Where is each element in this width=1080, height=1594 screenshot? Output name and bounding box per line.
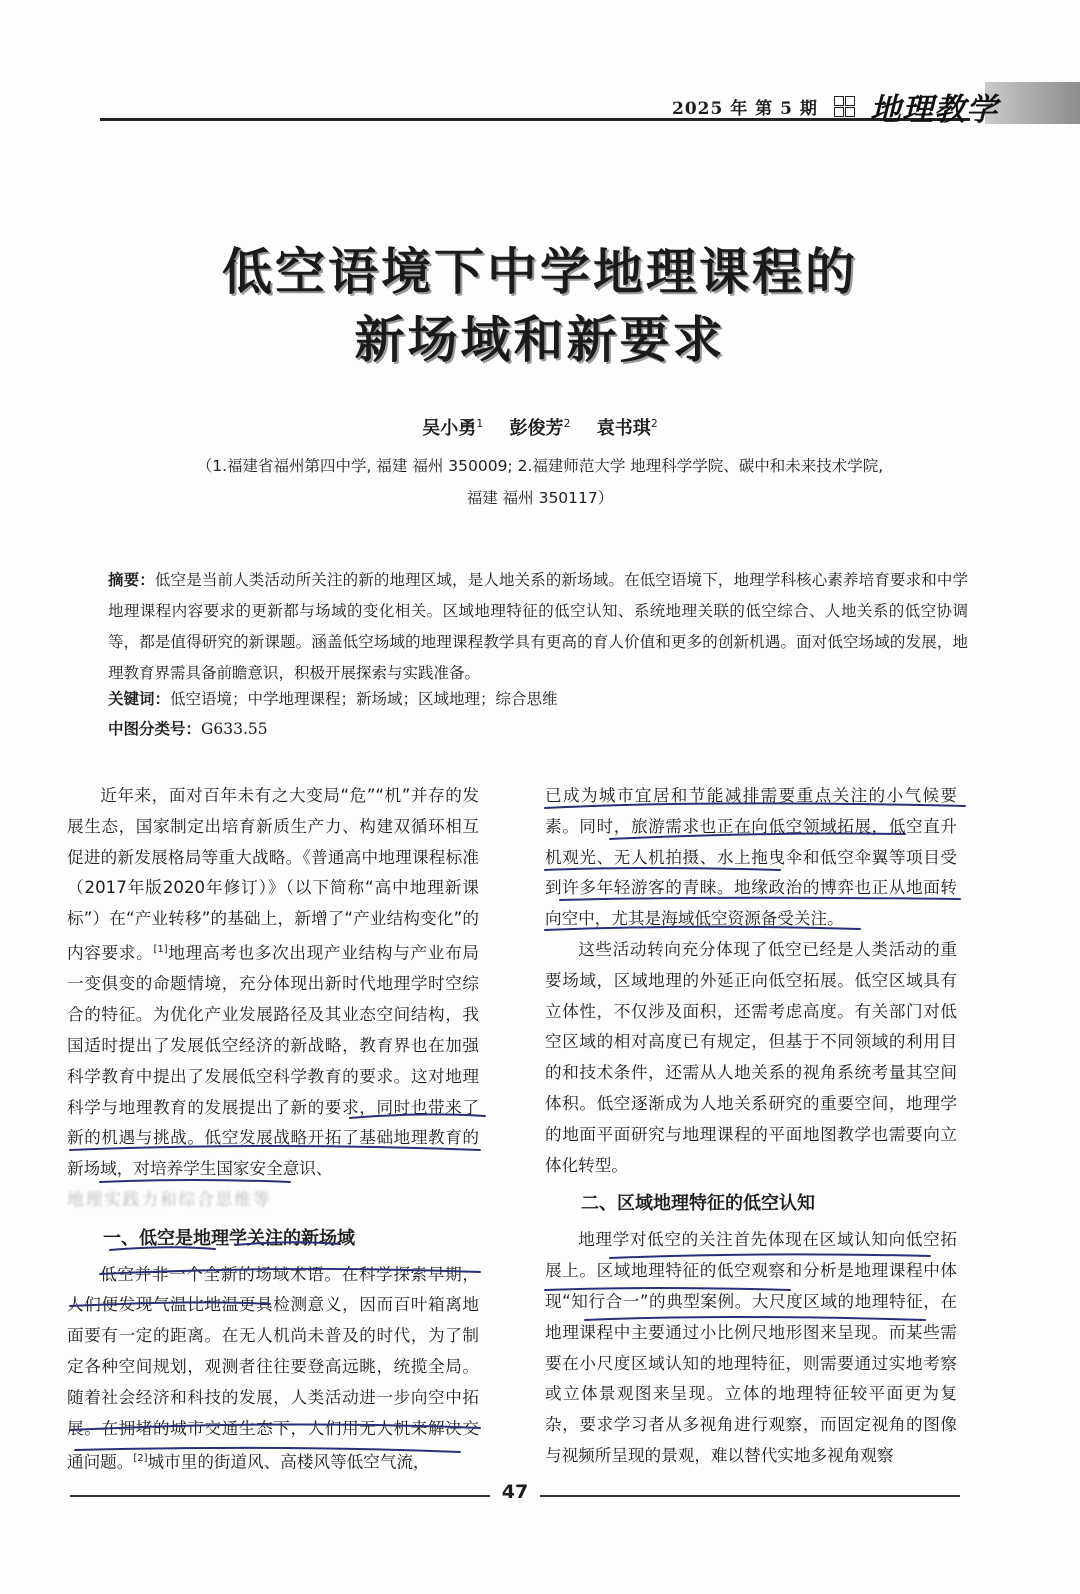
affiliation-line2: 福建 福州 350117） [466, 489, 614, 507]
author-list [0, 414, 1080, 440]
paragraph: 低空并非一个全新的场域术语。在科学探索早期，人们便发现气温比地温更具检测意义，因而百叶箱离地面要有一定的距离。在无人机尚未普及的时代，为了制定各种空间规划，观测者往往要登高远眺，统揽全局。随着社会经济和科技的发展，人类活动进一步向空中拓展。在拥堵的城市交通生态下，人们用无人机来解决交通问题。[2]城市里的街道风、高楼风等低空气流， [67, 1264, 479, 1472]
citation-ref: [2] [133, 1453, 148, 1465]
author-2: 彭俊芳$^2$ [509, 417, 571, 439]
blurred-text: 地理实践力和综合思维等 [67, 1189, 272, 1209]
squares-ornament-icon [834, 96, 862, 124]
footer-rule-right [540, 1495, 960, 1497]
paragraph: 近年来，面对百年未有之大变局“危”“机”并存的发展生态，国家制定出培育新质生产力、构建双循环相互促进的新发展格局等重大战略。《普通高中地理课程标准（2017年版2020年修订）》（以下简称“高中地理新课标”）在“产业转移”的基础上，新增了“产业结构变化”的内容要求。[1]地理高考也多次出现产业结构与产业布局一变俱变的命题情境，充分体现出新时代地理学时空综合的特征。为优化产业发展路径及其业态空间结构，我国适时提出了发展低空经济的新战略，教育界也在加强科学教育中提出了发展低空科学教育的要求。这对地理科学与地理教育的发展提出了新的要求，同时也带来了新的机遇与挑战。低空发展战略开拓了基础地理教育的新场域，对培养学生国家安全意识、 [67, 786, 479, 1179]
abstract [108, 565, 968, 689]
footer-rule-left [70, 1495, 490, 1497]
journal-name: 地理教学 [870, 92, 998, 128]
keywords-text: 低空语境；中学地理课程；新场域；区域地理；综合思维 [170, 690, 558, 708]
body-column-left [67, 781, 479, 1479]
article-title-line2: 新场域和新要求 [354, 311, 726, 369]
article-title-line1: 低空语境下中学地理课程的 [222, 243, 858, 301]
classification-label: 中图分类号： [108, 720, 202, 738]
section-heading-1: 一、低空是地理学关注的新场域 [103, 1227, 355, 1249]
classification [108, 717, 268, 739]
affiliation-line1: （1.福建省福州第四中学, 福建 福州 350009; 2.福建师范大学 地理科学学院、碳中和未来技术学院, [196, 457, 884, 475]
abstract-text: 低空是当前人类活动所关注的新的地理区域，是人地关系的新场域。在低空语境下，地理学科核心素养培育要求和中学地理课程内容要求的更新都与场域的变化相关。区域地理特征的低空认知、系统地理关联的低空综合、人地关系的低空协调等，都是值得研究的新课题。涵盖低空场域的地理课程教学具有更高的育人价值和更多的创新机遇。面对低空场域的发展，地理教育界需具备前瞻意识，积极开展探索与实践准备。 [108, 571, 968, 682]
classification-text: G633.55 [201, 720, 268, 738]
header-shade [985, 82, 1080, 124]
page-number: 47 [501, 1481, 529, 1503]
citation-ref: [1] [153, 943, 168, 955]
author-1: 吴小勇$^1$ [422, 417, 484, 439]
paragraph: 这些活动转向充分体现了低空已经是人类活动的重要场域，区域地理的外延正向低空拓展。低空区域具有立体性，不仅涉及面积，还需考虑高度。有关部门对低空区域的相对高度已有规定，但基于不同领域的利用目的和技术条件，还需从人地关系的视角系统考量其空间体积。低空逐渐成为人地关系研究的重要空间，地理学的地面平面研究与地理课程的平面地图教学也需要向立体化转型。 [545, 939, 957, 1175]
paragraph: 已成为城市宜居和节能减排需要重点关注的小气候要素。同时，旅游需求也正在向低空领域拓展，低空直升机观光、无人机拍摄、水上拖曳伞和低空伞翼等项目受到许多年轻游客的青睐。地缘政治的博弈也正从地面转向空中，尤其是海域低空资源备受关注。 [545, 786, 957, 929]
author-3: 袁书琪$^2$ [596, 417, 658, 439]
abstract-label: 摘要： [108, 571, 155, 589]
paragraph: 地理学对低空的关注首先体现在区域认知向低空拓展上。区域地理特征的低空观察和分析是地理课程中体现“知行合一”的典型案例。大尺度区域的地理特征，在地理课程中主要通过小比例尺地形图来呈现。而某些需要在小尺度区域认知的地理特征，则需要通过实地考察或立体景观图来呈现。立体的地理特征较平面更为复杂，要求学习者从多视角进行观察，而固定视角的图像与视频所呈现的景观，难以替代实地多视角观察 [545, 1230, 957, 1465]
issue-label: 2025 年 第 5 期 [672, 99, 818, 119]
section-heading-2: 二、区域地理特征的低空认知 [581, 1193, 815, 1215]
keywords-label: 关键词： [108, 690, 171, 708]
body-column-right [545, 781, 957, 1472]
keywords [108, 687, 558, 709]
